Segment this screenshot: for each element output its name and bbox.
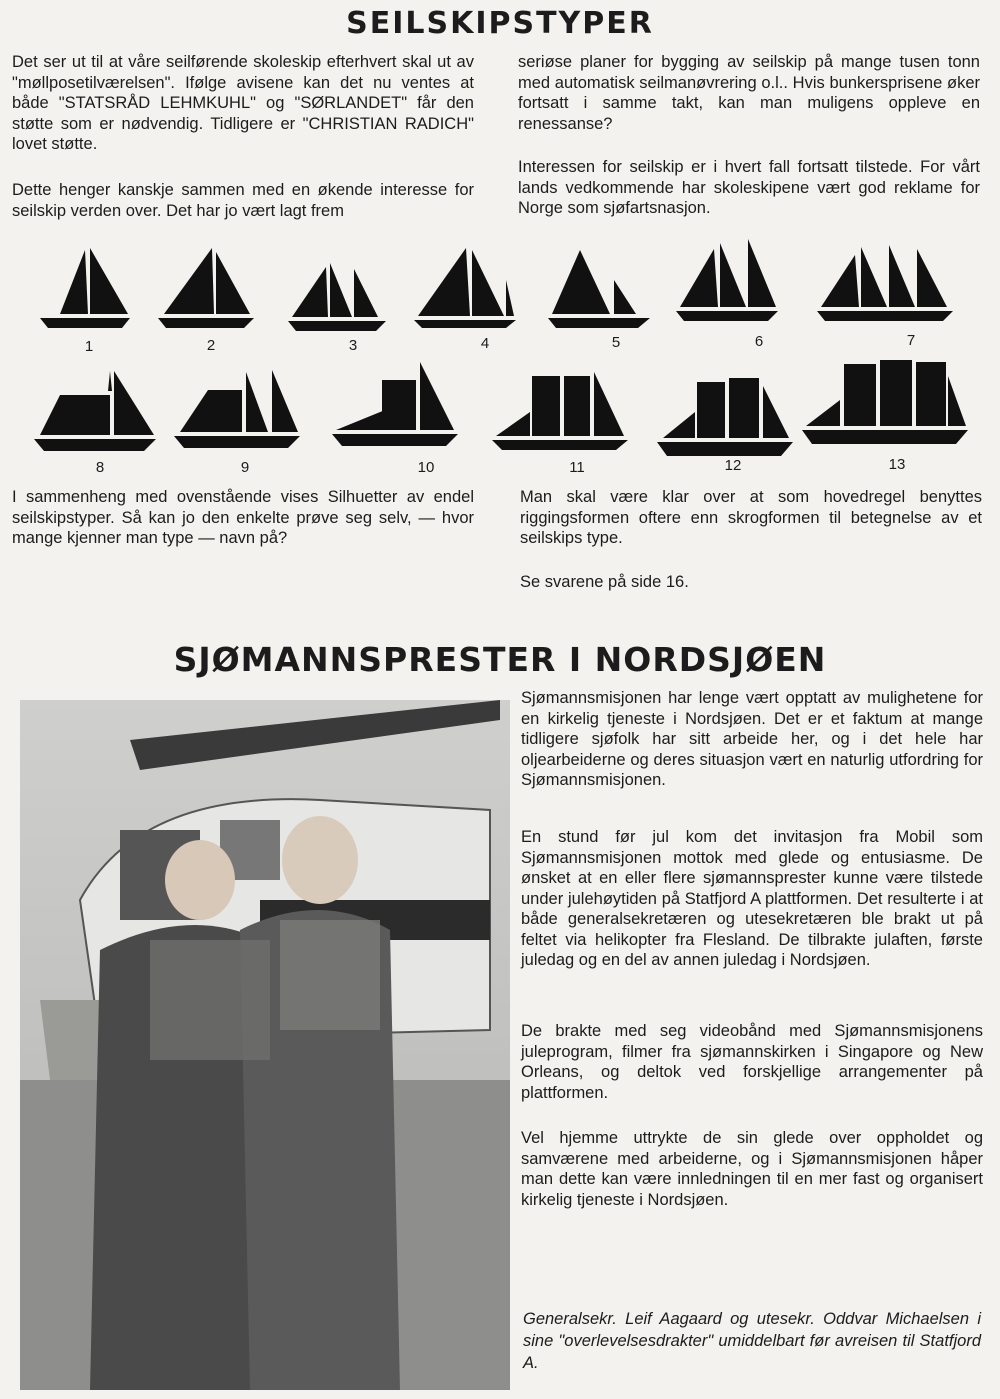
ship-silhouette-13 xyxy=(800,356,970,451)
ship-silhouette-9 xyxy=(172,362,302,457)
see-answers-note: Se svarene på side 16. xyxy=(520,573,689,591)
ship-number-10: 10 xyxy=(417,459,435,476)
ship-silhouette-3 xyxy=(282,245,392,340)
ship-silhouette-5 xyxy=(540,240,650,335)
ship-silhouette-1 xyxy=(30,240,140,335)
ship-number-5: 5 xyxy=(611,334,621,351)
ship-number-2: 2 xyxy=(206,337,216,354)
intro-paragraph-1: Det ser ut til at våre seilførende skoleskip efterhvert skal ut av "møllposetilværelsen". Ifølge avisene kan det nu ventes at både "STATSRÅD LEHMKUHL" og "SØRLANDET" får den støtte som er nødvendig. Tidligere er "CHRISTIAN RADICH" lovet støtte. xyxy=(12,53,474,153)
ship-number-8: 8 xyxy=(95,459,105,476)
section-title-seilskipstyper: SEILSKIPSTYPER xyxy=(346,6,654,41)
ship-silhouette-7 xyxy=(815,235,955,330)
photo-caption: Generalsekr. Leif Aagaard og utesekr. Oddvar Michaelsen i sine "overlevelsesdrakter" umiddelbart før avreisen til Statfjord A. xyxy=(523,1310,981,1372)
rigging-note: Man skal være klar over at som hovedregel benyttes riggingsformen oftere enn skrogformen til betegnelse av et seilskips type. xyxy=(520,488,982,547)
ship-number-9: 9 xyxy=(240,459,250,476)
section-title-sjomannsprester: SJØMANNSPRESTER I NORDSJØEN xyxy=(173,640,827,679)
ship-silhouette-12 xyxy=(655,372,795,467)
ship-silhouette-2 xyxy=(150,240,260,335)
ship-silhouette-10 xyxy=(330,358,460,453)
article-paragraph-1: Sjømannsmisjonen har lenge vært opptatt av mulighetene for en kirkelig tjeneste i Nordsjøen. Det er et faktum at mange tidligere sjøfolk har sitt arbeide her, og i det hele har oljearbeiderne og deres situasjon vært en naturlig utfordring for Sjømannsmisjonen. xyxy=(521,689,983,789)
ship-number-7: 7 xyxy=(906,332,916,349)
intro-paragraph-2: Dette henger kanskje sammen med en økende interesse for seilskip verden over. Det har jo vært lagt frem xyxy=(12,181,474,220)
photo-two-men-by-helicopter xyxy=(20,700,510,1390)
ship-number-1: 1 xyxy=(84,338,94,355)
ship-number-4: 4 xyxy=(480,335,490,352)
ship-silhouette-8 xyxy=(30,365,160,460)
article-paragraph-2: En stund før jul kom det invitasjon fra Mobil som Sjømannsmisjonen mottok med glede og entusiasme. De ønsket at en eller flere sjømannsprester kunne være tilstede under julehøytiden på Statfjord A plattformen. Det resulterte i at både generalsekretæren og utesekretæren ble brakt ut på feltet via helikopter fra Flesland. De tilbrakte julaften, første juledag og en del av annen juledag i Nordsjøen. xyxy=(521,828,983,969)
ship-number-3: 3 xyxy=(348,337,358,354)
ship-number-6: 6 xyxy=(754,333,764,350)
ship-number-13: 13 xyxy=(888,456,906,473)
intro-paragraph-4: Interessen for seilskip er i hvert fall fortsatt tilstede. For vårt lands vedkommende har skoleskipene vært god reklame for Norge som sjøfartsnasjon. xyxy=(518,158,980,217)
ship-number-12: 12 xyxy=(724,457,742,474)
ship-silhouette-6 xyxy=(672,235,782,330)
ship-number-11: 11 xyxy=(569,459,585,476)
article-paragraph-4: Vel hjemme uttrykte de sin glede over oppholdet og samværene med arbeiderne, og i Sjømannsmisjonen håper man dette kan være innledningen til en mer fast og organisert kirkelig tjeneste i Nordsjøen. xyxy=(521,1129,983,1209)
ship-silhouette-4 xyxy=(408,240,518,335)
ship-silhouette-11 xyxy=(490,362,630,457)
article-paragraph-3: De brakte med seg videobånd med Sjømannsmisjonens juleprogram, filmer fra sjømannskirken i Singapore og New Orleans, og deltok ved forskjellige arrangementer på plattformen. xyxy=(521,1022,983,1102)
silhouettes-description: I sammenheng med ovenstående vises Silhuetter av endel seilskipstyper. Så kan jo den enkelte prøve seg selv, — hvor mange kjenner man type — navn på? xyxy=(12,488,474,547)
intro-paragraph-3: seriøse planer for bygging av seilskip på mange tusen tonn med automatisk seilmanøvrering o.l.. Hvis bunkersprisene øker fortsatt i samme takt, kan man muligens oppleve en renessanse? xyxy=(518,53,980,133)
